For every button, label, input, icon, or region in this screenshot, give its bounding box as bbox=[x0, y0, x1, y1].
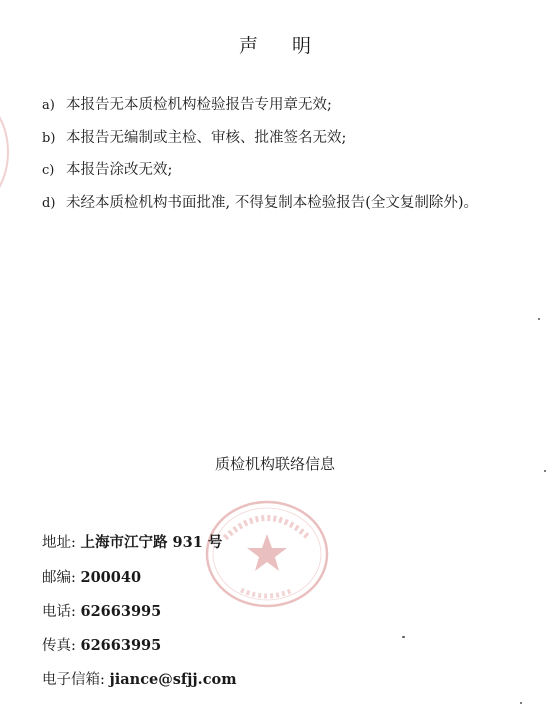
phone-row bbox=[42, 600, 161, 621]
phone-value: 62663995 bbox=[80, 603, 162, 620]
address-value: 上海市江宁路 931 号 bbox=[80, 534, 223, 551]
scan-speck bbox=[544, 470, 546, 472]
contact-info-title: 质检机构联络信息 bbox=[214, 455, 335, 473]
clause-b bbox=[42, 126, 346, 147]
clause-c bbox=[42, 158, 172, 179]
clause-text: 未经本质检机构书面批准, 不得复制本检验报告(全文复制除外)。 bbox=[66, 195, 479, 211]
postcode-value: 200040 bbox=[80, 569, 142, 586]
fax-value: 62663995 bbox=[80, 637, 162, 654]
fax-label: 传真: bbox=[42, 638, 76, 654]
clause-text: 本报告无本质检机构检验报告专用章无效; bbox=[66, 97, 332, 113]
scan-speck bbox=[538, 318, 540, 320]
email-row bbox=[42, 668, 237, 689]
clause-letter: b) bbox=[42, 131, 56, 146]
clause-text: 本报告无编制或主检、审核、批准签名无效; bbox=[66, 130, 347, 146]
official-seal-icon bbox=[203, 498, 331, 610]
clause-letter: d) bbox=[42, 196, 56, 211]
postcode-row bbox=[42, 566, 141, 587]
declaration-title: 声明 bbox=[238, 35, 345, 57]
email-label: 电子信箱: bbox=[42, 672, 105, 688]
scan-speck bbox=[520, 702, 522, 704]
edge-seal-icon bbox=[0, 92, 15, 212]
address-label: 地址: bbox=[42, 535, 76, 551]
clause-text: 本报告涂改无效; bbox=[66, 162, 173, 178]
scan-speck bbox=[402, 636, 405, 638]
fax-row bbox=[42, 634, 161, 655]
clause-a bbox=[42, 93, 332, 114]
clause-d bbox=[42, 191, 478, 212]
phone-label: 电话: bbox=[42, 604, 76, 620]
email-value: jiance@sfjj.com bbox=[109, 671, 237, 688]
address-row bbox=[42, 531, 222, 552]
clause-letter: a) bbox=[42, 98, 55, 113]
clause-letter: c) bbox=[42, 163, 55, 178]
postcode-label: 邮编: bbox=[42, 570, 76, 586]
